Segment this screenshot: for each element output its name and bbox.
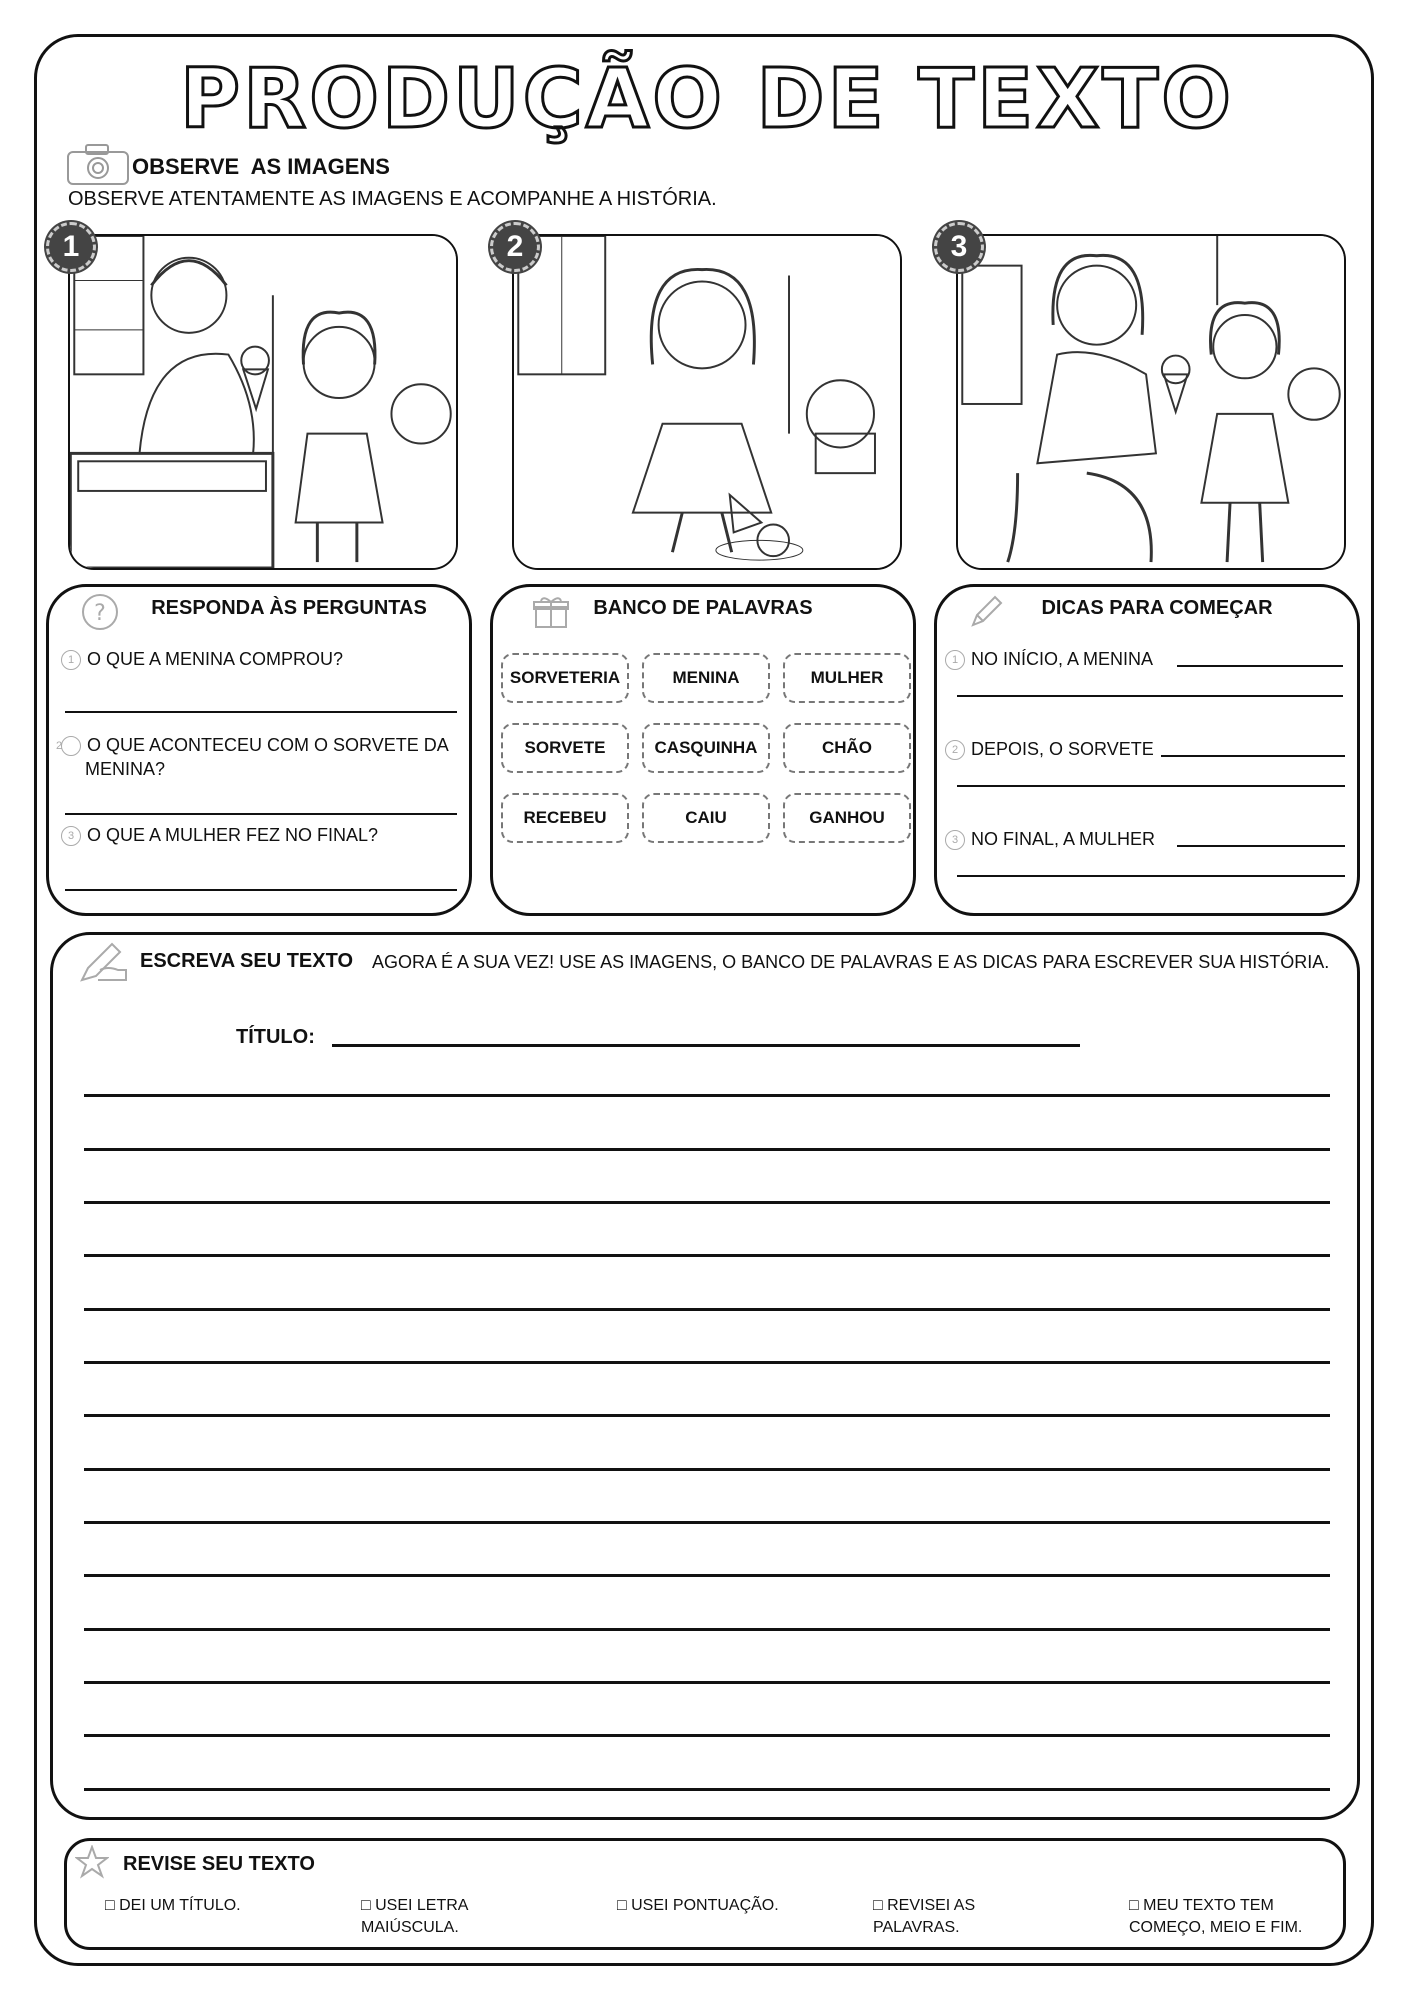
word-chip: GANHOU bbox=[783, 793, 911, 843]
question-3-text: O QUE A MULHER FEZ NO FINAL? bbox=[87, 825, 379, 845]
tip-2-text: DEPOIS, O SORVETE bbox=[971, 739, 1154, 759]
word-chip: SORVETERIA bbox=[501, 653, 629, 703]
panel-number-1: 1 bbox=[46, 222, 96, 272]
number-3-icon: 3 bbox=[61, 826, 81, 846]
writing-line[interactable] bbox=[84, 1681, 1330, 1684]
writing-line[interactable] bbox=[84, 1254, 1330, 1257]
number-2-icon: 2 bbox=[945, 740, 965, 760]
tip-blank-1b[interactable] bbox=[957, 695, 1343, 697]
camera-icon bbox=[66, 142, 130, 186]
word-chip: MENINA bbox=[642, 653, 770, 703]
title-input-line[interactable] bbox=[332, 1044, 1080, 1047]
panel-number-3: 3 bbox=[934, 222, 984, 272]
observe-heading: OBSERVE AS IMAGENS bbox=[132, 154, 390, 179]
writing-hand-icon bbox=[78, 940, 130, 984]
review-check-3[interactable]: □ USEI PONTUAÇÃO. bbox=[617, 1897, 779, 1914]
question-1-text: O QUE A MENINA COMPROU? bbox=[87, 649, 344, 669]
writing-line[interactable] bbox=[84, 1628, 1330, 1631]
questions-heading: RESPONDA ÀS PERGUNTAS bbox=[151, 597, 427, 619]
tip-2 bbox=[945, 737, 1154, 761]
title-label: TÍTULO: bbox=[236, 1026, 315, 1048]
word-chip: MULHER bbox=[783, 653, 911, 703]
svg-text:?: ? bbox=[94, 601, 106, 626]
tip-blank-2a[interactable] bbox=[1161, 755, 1345, 757]
story-panel-2 bbox=[512, 234, 902, 570]
star-icon bbox=[75, 1845, 109, 1879]
question-2 bbox=[55, 733, 475, 781]
answer-line-1[interactable] bbox=[65, 711, 457, 713]
questions-box bbox=[46, 584, 472, 916]
tip-blank-2b[interactable] bbox=[957, 785, 1345, 787]
writing-line[interactable] bbox=[84, 1734, 1330, 1737]
word-bank-box bbox=[490, 584, 916, 916]
ice-cream-shop-illustration bbox=[70, 236, 456, 568]
review-box bbox=[64, 1838, 1346, 1950]
tips-box bbox=[934, 584, 1360, 916]
tip-1-text: NO INÍCIO, A MENINA bbox=[971, 649, 1154, 669]
writing-line[interactable] bbox=[84, 1361, 1330, 1364]
tips-heading: DICAS PARA COMEÇAR bbox=[1041, 597, 1273, 619]
question-3 bbox=[61, 823, 451, 847]
word-chip: CHÃO bbox=[783, 723, 911, 773]
word-chip: CASQUINHA bbox=[642, 723, 770, 773]
tip-blank-3b[interactable] bbox=[957, 875, 1345, 877]
panel-number-2: 2 bbox=[490, 222, 540, 272]
number-1-icon: 1 bbox=[945, 650, 965, 670]
story-panel-1 bbox=[68, 234, 458, 570]
story-panel-3 bbox=[956, 234, 1346, 570]
answer-line-2[interactable] bbox=[65, 813, 457, 815]
tip-1 bbox=[945, 647, 1153, 671]
review-check-5[interactable]: □ MEU TEXTO TEM COMEÇO, MEIO E FIM. bbox=[1129, 1897, 1303, 1936]
observe-instruction: OBSERVE ATENTAMENTE AS IMAGENS E ACOMPANHE A HISTÓRIA. bbox=[68, 188, 717, 210]
word-chip: RECEBEU bbox=[501, 793, 629, 843]
question-1 bbox=[61, 647, 451, 671]
writing-line[interactable] bbox=[84, 1414, 1330, 1417]
word-bank-heading: BANCO DE PALAVRAS bbox=[593, 597, 813, 619]
writing-line[interactable] bbox=[84, 1094, 1330, 1097]
new-ice-cream-illustration bbox=[958, 236, 1344, 568]
number-2-icon: 2 bbox=[61, 736, 81, 756]
writing-line[interactable] bbox=[84, 1308, 1330, 1311]
review-check-2[interactable]: □ USEI LETRA MAIÚSCULA. bbox=[361, 1897, 468, 1936]
number-3-icon: 3 bbox=[945, 830, 965, 850]
answer-line-3[interactable] bbox=[65, 889, 457, 891]
writing-line[interactable] bbox=[84, 1468, 1330, 1471]
writing-line[interactable] bbox=[84, 1148, 1330, 1151]
review-check-1[interactable]: □ DEI UM TÍTULO. bbox=[105, 1897, 241, 1914]
write-box bbox=[50, 932, 1360, 1820]
dropped-ice-cream-illustration bbox=[514, 236, 900, 568]
tip-3-text: NO FINAL, A MULHER bbox=[971, 829, 1156, 849]
tip-blank-1a[interactable] bbox=[1177, 665, 1343, 667]
review-heading: REVISE SEU TEXTO bbox=[123, 1853, 315, 1875]
page-title: PRODUÇÃO DE TEXTO bbox=[180, 52, 1234, 147]
tip-blank-3a[interactable] bbox=[1177, 845, 1345, 847]
writing-line[interactable] bbox=[84, 1201, 1330, 1204]
write-heading: ESCREVA SEU TEXTO bbox=[140, 950, 354, 972]
writing-line[interactable] bbox=[84, 1788, 1330, 1791]
writing-line[interactable] bbox=[84, 1521, 1330, 1524]
tip-3 bbox=[945, 827, 1155, 851]
word-chip: SORVETE bbox=[501, 723, 629, 773]
question-2-text: O QUE ACONTECEU COM O SORVETE DA MENINA? bbox=[85, 735, 448, 779]
word-chip: CAIU bbox=[642, 793, 770, 843]
write-instruction: AGORA É A SUA VEZ! USE AS IMAGENS, O BANCO DE PALAVRAS E AS DICAS PARA ESCREVER SUA HISTÓRIA. bbox=[372, 952, 1330, 972]
writing-line[interactable] bbox=[84, 1574, 1330, 1577]
review-check-4[interactable]: □ REVISEI AS PALAVRAS. bbox=[873, 1897, 976, 1936]
number-1-icon: 1 bbox=[61, 650, 81, 670]
